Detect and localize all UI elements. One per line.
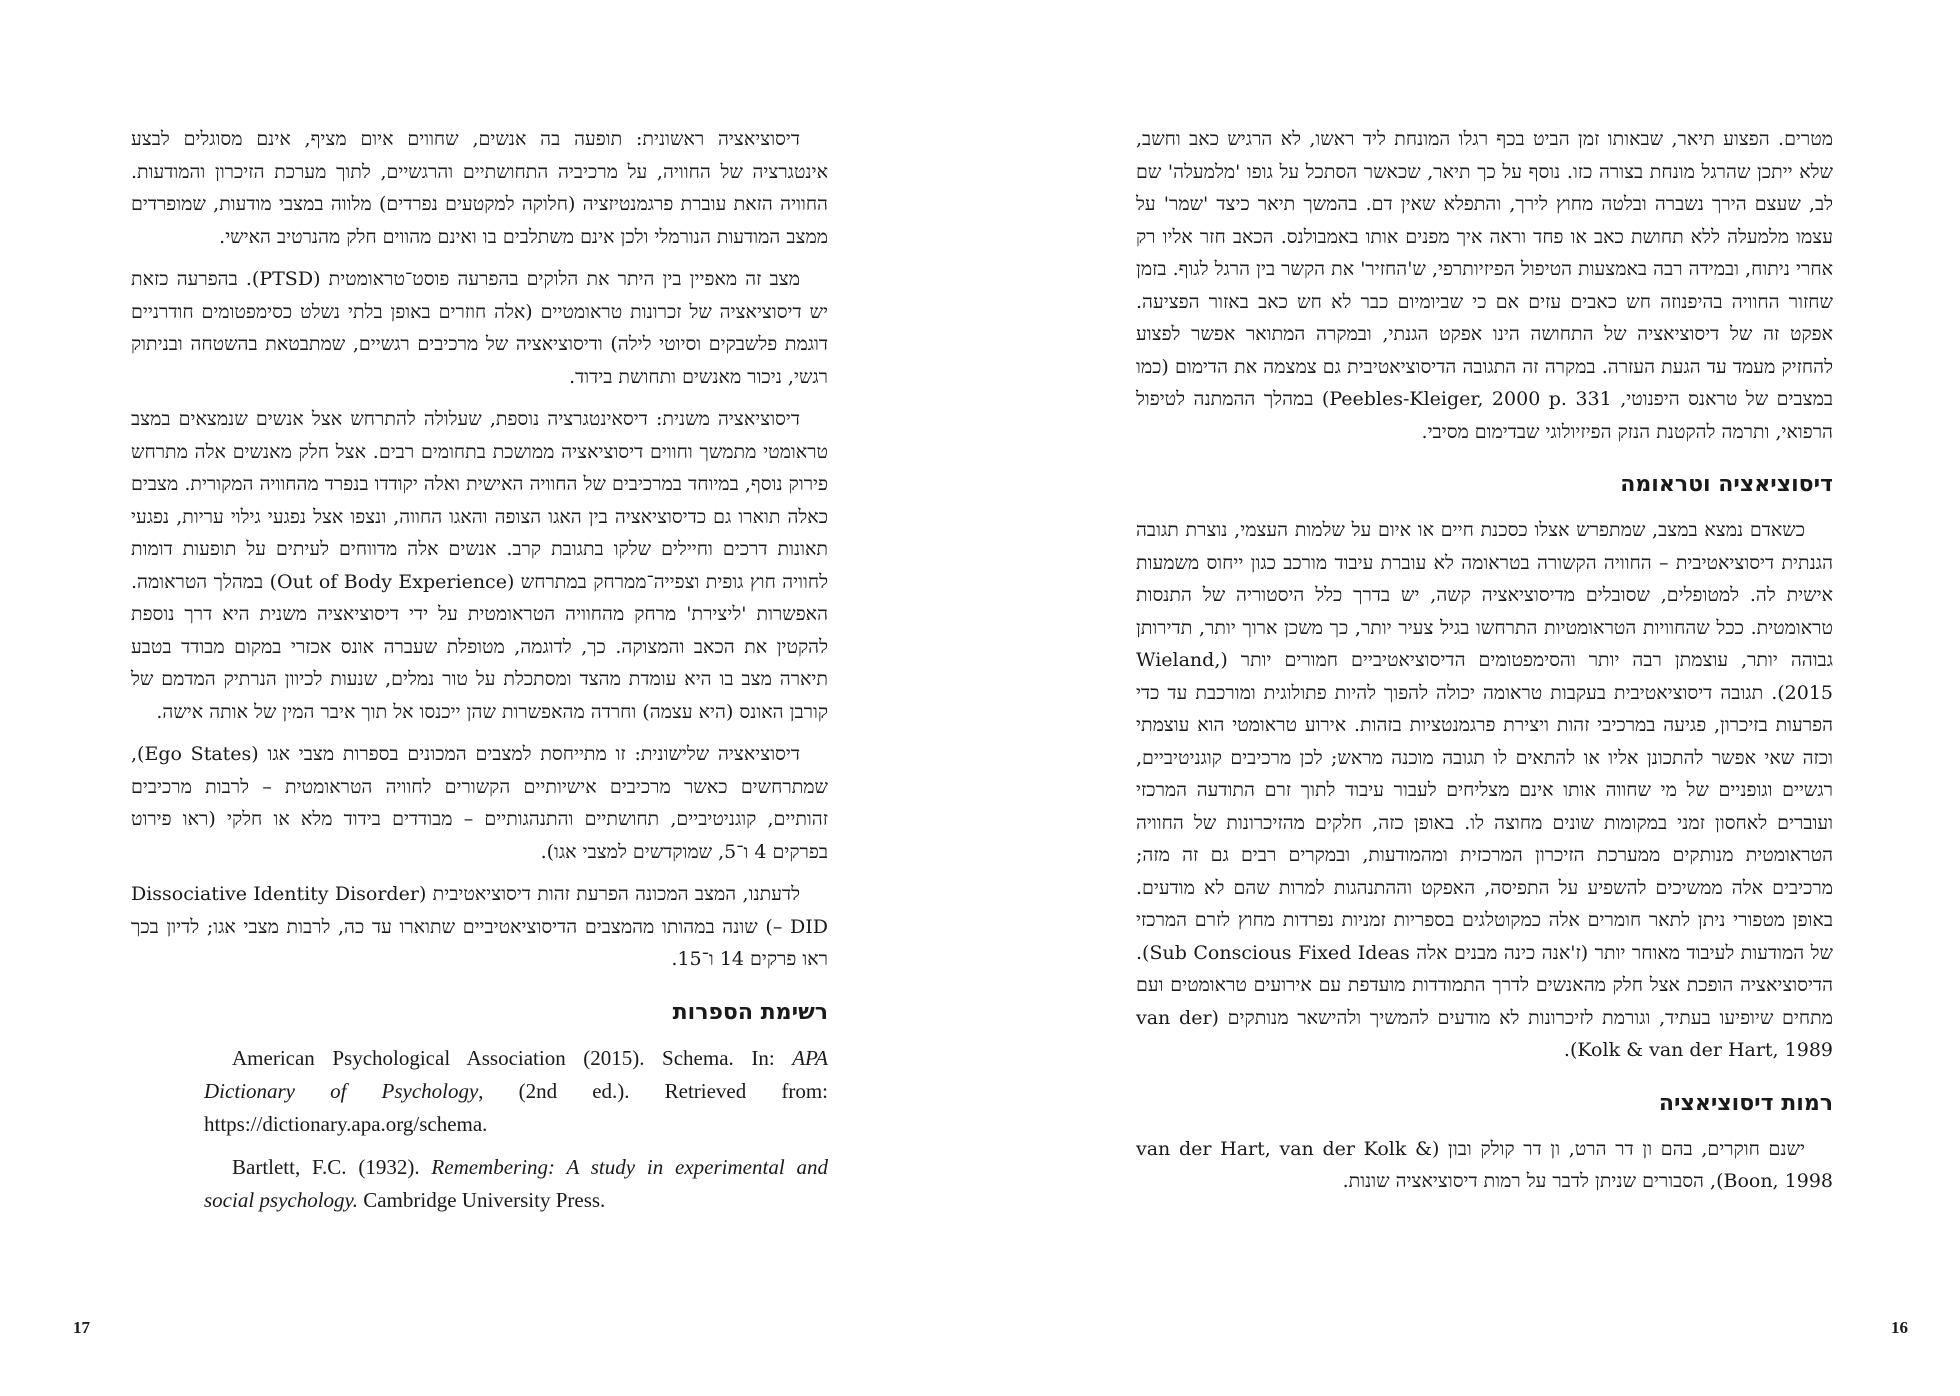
right-page-text-column [1136,123,1833,1208]
paragraph-tertiary-dissociation: דיסוציאציה שלישונית: זו מתייחסת למצבים המכונים בספרות מצבי אגו (Ego States), שמתרחשים כאשר מרכיבים אישיותיים הקשורים לחוויה הטראומטית – לרבות מרכיבים זהותיים, קוגניטיביים, תחושתיים והתנהגותיים – מבודדים בידוד מלא או חלקי (ראו פירוט בפרקים 4 ו־5, שמוקדשים למצבי אגו). [131,743,828,863]
bibliography-entry-text: American Psychological Association (2015). Schema. In: [232,1045,793,1070]
bibliography-entry [131,1151,828,1217]
section-heading-levels-of-dissociation: רמות דיסוציאציה [1658,1090,1833,1116]
bibliography-entry [131,1042,828,1141]
page-number: 16 [1891,1318,1908,1337]
bibliography-entry-title: APA Dictionary of Psychology [204,1045,828,1103]
paragraph-primary-dissociation: דיסוציאציה ראשונית: תופעה בה אנשים, שחווים איום מציף, אינם מסוגלים לבצע אינטגרציה של החוויה, על מרכיביה התחושתיים והרגשיים, לתוך מערכת הזיכרון והמודעות. החוויה הזאת עוברת פרגמנטיזציה (חלוקה למקטעים נפרדים) מלווה במצבי מודעות, שמופרדים ממצב המודעות הנורמלי ולכן אינם משתלבים בו ואינם מהווים חלק מהנרטיב האישי. [131,128,828,248]
page-number: 17 [73,1318,90,1337]
right-page [980,0,1960,1396]
paragraph-levels-of-dissociation: ישנם חוקרים, בהם ון דר הרט, ון דר קולק ובון (van der Hart, van der Kolk & Boon, 1998), הסבורים שניתן לדבר על רמות דיסוציאציה שונות. [1136,1137,1833,1192]
bibliography-heading: רשימת הספרות [672,999,828,1025]
paragraph-did: לדעתנו, המצב המכונה הפרעת זהות דיסוציאטיבית (Dissociative Identity Disorder – DID) שונה במהותו מהמצבים הדיסוציאטיביים שתוארו עד כה, לרבות מצבי אגו; לדיון בכך ראו פרקים 14 ו־15. [131,883,828,970]
left-page-text-column [131,123,828,1227]
bibliography-entry-text: Cambridge University Press. [357,1187,606,1212]
paragraph-case-description: מטרים. הפצוע תיאר, שבאותו זמן הביט בכף רגלו המונחת ליד ראשו, לא הרגיש כאב וחשב, שלא ייתכן שהרגל מונחת בצורה כזו. נוסף על כך תיאר, שכאשר הסתכל על גופו 'מלמעלה' שם לב, שעצם הירך נשברה ובלטה מחוץ לירך, והתפלא שאין דם. בהמשך תיאר כיצד 'שמר' על עצמו מלמעלה ללא תחושת כאב או פחד וראה איך מפנים אותו באמבולנס. הכאב חזר אליו רק אחרי ניתוח, ובמידה רבה באמצעות הטיפול הפיזיותרפי, ש'החזיר' את הקשר בין הרגל לגוף. בזמן שחזור החוויה בהיפנוזה חש כאבים עזים אם כי שביומיום כבר לא חש כאב באזור הפציעה. אפקט זה של דיסוציאציה של התחושה הינו אפקט הגנתי, ובמקרה המתואר אפשר לפצוע להחזיק מעמד עד הגעת העזרה. במקרה זה התגובה הדיסוציאטיבית גם צמצמה את הדימום (כמו במצבים של טראנס היפנוטי, Peebles-Kleiger, 2000 p. 331) במהלך ההמתנה לטיפול הרפואי, ותרמה להקטנת הנזק הפיזיולוגי שבדימום מסיבי. [1136,128,1834,443]
bibliography-entry-title: Remembering: A study in experimental and social psychology. [204,1154,828,1212]
bibliography-entry-text: Bartlett, F.C. (1932). [232,1154,432,1179]
paragraph-ptsd: מצב זה מאפיין בין היתר את הלוקים בהפרעה פוסט־טראומטית (PTSD). בהפרעה כזאת יש דיסוציאציה של זכרונות טראומטיים (אלה חוזרים באופן בלתי נשלט כסימפטומים חודרניים דוגמת פלשבקים וסיוטי לילה) ודיסוציאציה של מרכיבים רגשיים, שמתבטאת בהשטחה ובניתוק רגשי, ניכור מאנשים ותחושת בידוד. [131,268,828,388]
paragraph-secondary-dissociation: דיסוציאציה משנית: דיסאינטגרציה נוספת, שעלולה להתרחש אצל אנשים שנמצאים במצב טראומטי מתמשך וחווים דיסוציאציה ממושכת בתחומים רבים. אצל חלק מאנשים אלה מתרחש פירוק נוסף, במיוחד במרכיבים של החוויה האישית ואלה יקודדו בנפרד מהחוויה המקורית. מצבים כאלה תוארו גם כדיסוציאציה בין האגו הצופה והאגו החווה, ונצפו אצל נפגעי גילוי עריות, נפגעי תאונות דרכים וחיילים שלקו בתגובת קרב. אנשים אלה מדווחים לעיתים על תופעות דומות לחוויה חוץ גופית וצפייה־ממרחק במתרחש (Out of Body Experience) במהלך הטראומה. האפשרות 'ליצירת' מרחק מהחוויה הטראומטית על ידי דיסוציאציה משנית היא דרך נוספת להקטין את הכאב והמצוקה. כך, לדוגמה, מטופלת שעברה אונס אכזרי במקום מבודד בטבע תיארה מצב בו היא עומדת מהצד ומסתכלת על טור נמלים, שנעות לכיוון הנרתיק המדמם של קורבן האונס (היא עצמה) וחרדה מהאפשרות שהן ייכנסו אל תוך איבר המין של אותה אישה. [131,408,829,723]
section-heading-dissociation-trauma: דיסוציאציה וטראומה [1620,472,1833,497]
paragraph-dissociation-trauma: כשאדם נמצא במצב, שמתפרש אצלו כסכנת חיים או איום על שלמות העצמי, נוצרת תגובה הגנתית דיסוציאטיבית – החוויה הקשורה בטראומה לא עוברת עיבוד מורכב כגון ייחוס משמעות אישית לה. למטופלים, שסובלים מדיסוציאציה קשה, יש בדרך כלל היסטוריה של התנסות טראומטית. ככל שהחוויות הטראומטיות התרחשו בגיל צעיר יותר, כך משכן ארוך יותר, תדירותן גבוהה יותר, עוצמתן רבה יותר והסימפטומים הדיסוציאטיביים חמורים יותר (Wieland, 2015). תגובה דיסוציאטיבית בעקבות טראומה יכולה להפוך להיות פתולוגית ומורכבת עד כדי הפרעות בזיכרון, פגיעה במרכיבי זהות ויצירת פרגמנטציות בזהות. אירוע טראומטי הוא עוצמתי וכזה שאי אפשר להתכונן אליו או להתאים לו תגובה מוכנה מראש; לכן מרכיבים קוגניטיביים, רגשיים וגופניים של מי שחווה אותו אינם מצליחים לעבור עיבוד לתוך זרם התודעה המרכזי ועוברים לאחסון זמני במקומות שונים מחוצה לו. באופן כזה, חלקים מהזיכרונות של החוויה הטראומטית מנותקים ממערכת הזיכרון המרכזית ומהמודעות, ובמקרים רבים גם זה מזה; מרכיבים אלה ממשיכים להשפיע על התפיסה, האפקט וההתנהגות למרות שהם לא מודעים. באופן מטפורי ניתן לתאר חומרים אלה כמקוטלגים בספריות זמניות נפרדות מחוץ לזרם המרכזי של המודעות לעיבוד מאוחר יותר (ז'אנה כינה מבנים אלה Sub Conscious Fixed Ideas). הדיסוציאציה הופכת אצל חלק מהאנשים לדרך התמודדות מועדפת עם אירועים טראומטים ועם מתחים שיופיעו בעתיד, וגורמת לזיכרונות לא מודעים להמשיך ולהישאר מנותקים (van der Kolk & van der Hart, 1989). [1136,519,1833,1061]
bibliography-entry-text: , (2nd ed.). Retrieved from: https://dictionary.apa.org/schema. [204,1078,828,1136]
